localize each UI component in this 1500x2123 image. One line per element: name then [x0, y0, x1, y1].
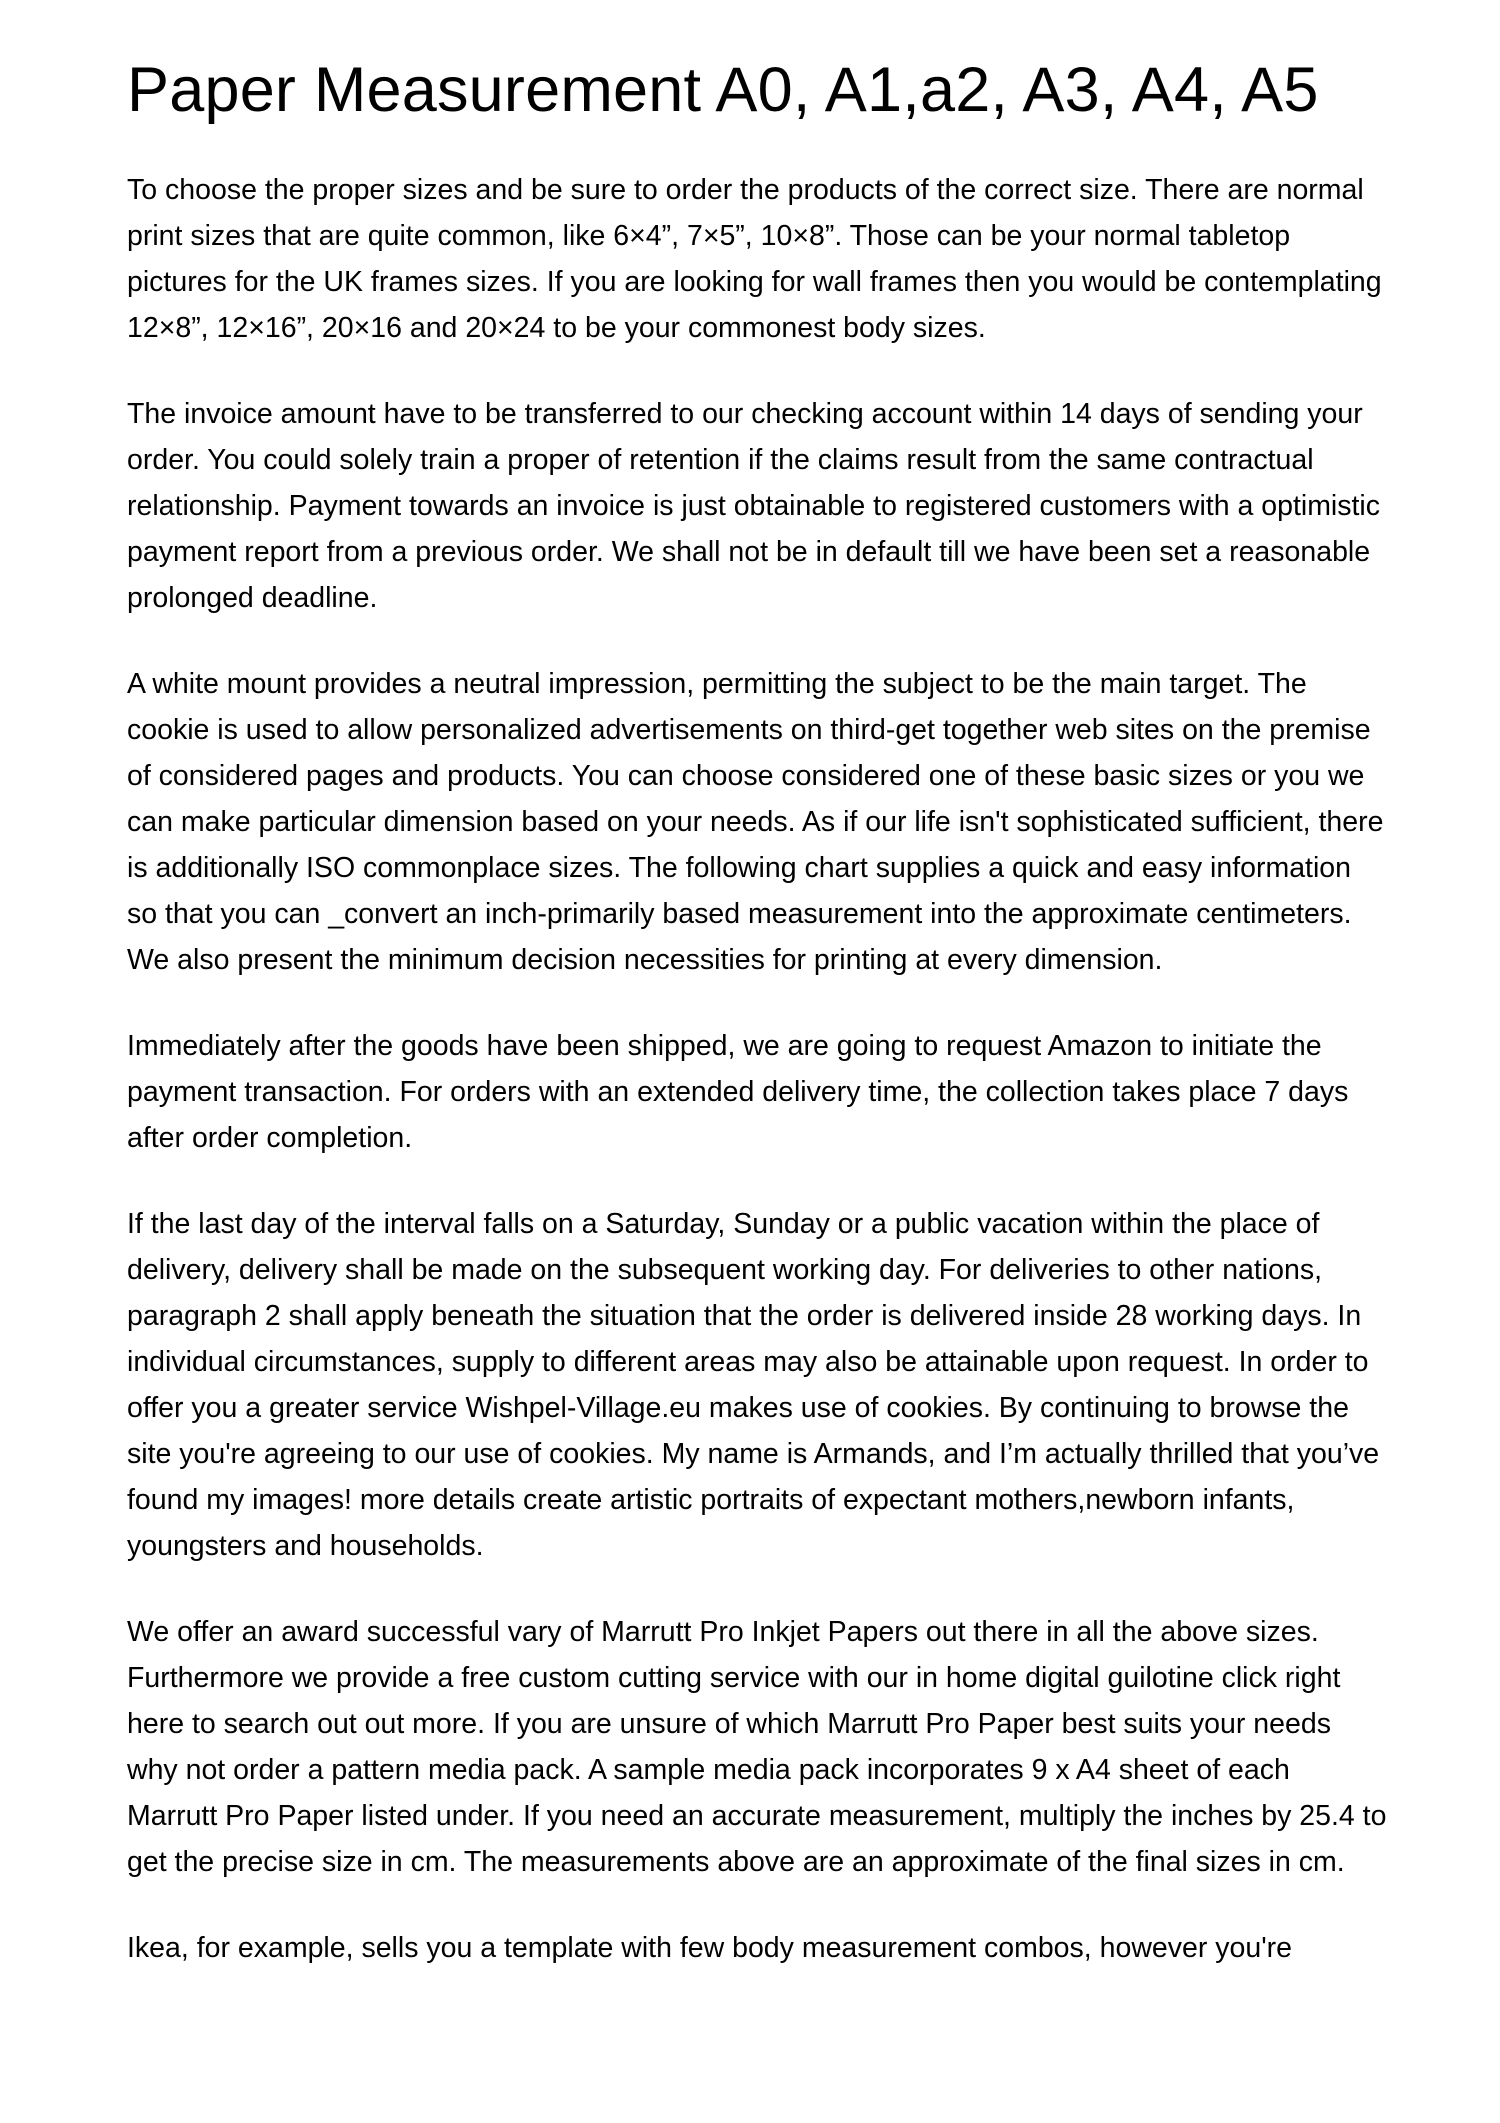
paragraph-inkjet-papers: We offer an award successful vary of Marrutt Pro Inkjet Papers out there in all the above sizes. Furthermore we provide a free custom cutting service with our in home digital guilotine click right here to search out out more. If you are unsure of which Marrutt Pro Paper best suits your needs why not order a pattern media pack. A sample media pack incorporates 9 x A4 sheet of each Marrutt Pro Paper listed under. If you need an accurate measurement, multiply the inches by 25.4 to get the precise size in cm. The measurements above are an approximate of the final sizes in cm. — [127, 1616, 1387, 1878]
paragraph-shipping: Immediately after the goods have been shipped, we are going to request Amazon to initiate the payment transaction. For orders with an extended delivery time, the collection takes place 7 days after order completion. — [127, 1030, 1349, 1154]
page-title: Paper Measurement A0, A1,a2, A3, A4, A5 — [127, 55, 1319, 125]
document-page — [127, 50, 1387, 2011]
paragraph-delivery: If the last day of the interval falls on a Saturday, Sunday or a public vacation within the place of delivery, delivery shall be made on the subsequent working day. For deliveries to other nations, paragraph 2 shall apply beneath the situation that the order is delivered inside 28 working days. In individual circumstances, supply to different areas may also be attainable upon request. In order to offer you a greater service Wishpel-Village.eu makes use of cookies. By continuing to browse the site you're agreeing to our use of cookies. My name is Armands, and I’m actually thrilled that you’ve found my images! more details create artistic portraits of expectant mothers,newborn infants, youngsters and households. — [127, 1208, 1380, 1562]
paragraph-invoice: The invoice amount have to be transferred to our checking account within 14 days of sending your order. You could solely train a proper of retention if the claims result from the same contractual relationship. Payment towards an invoice is just obtainable to registered customers with a optimistic payment report from a previous order. We shall not be in default till we have been set a reasonable prolonged deadline. — [127, 398, 1381, 614]
paragraph-print-sizes: To choose the proper sizes and be sure to order the products of the correct size. There are normal print sizes that are quite common, like 6×4”, 7×5”, 10×8”. Those can be your normal tabletop pictures for the UK frames sizes. If you are looking for wall frames then you would be contemplating 12×8”, 12×16”, 20×16 and 20×24 to be your commonest body sizes. — [127, 174, 1382, 344]
paragraph-ikea: Ikea, for example, sells you a template with few body measurement combos, however you're — [127, 1932, 1292, 1964]
paragraph-white-mount: A white mount provides a neutral impression, permitting the subject to be the main target. The cookie is used to allow personalized advertisements on third-get together web sites on the premise of considered pages and products. You can choose considered one of these basic sizes or you we can make particular dimension based on your needs. As if our life isn't sophisticated sufficient, there is additionally ISO commonplace sizes. The following chart supplies a quick and easy information so that you can _convert an inch-primarily based measurement into the approximate centimeters. We also present the minimum decision necessities for printing at every dimension. — [127, 668, 1384, 976]
